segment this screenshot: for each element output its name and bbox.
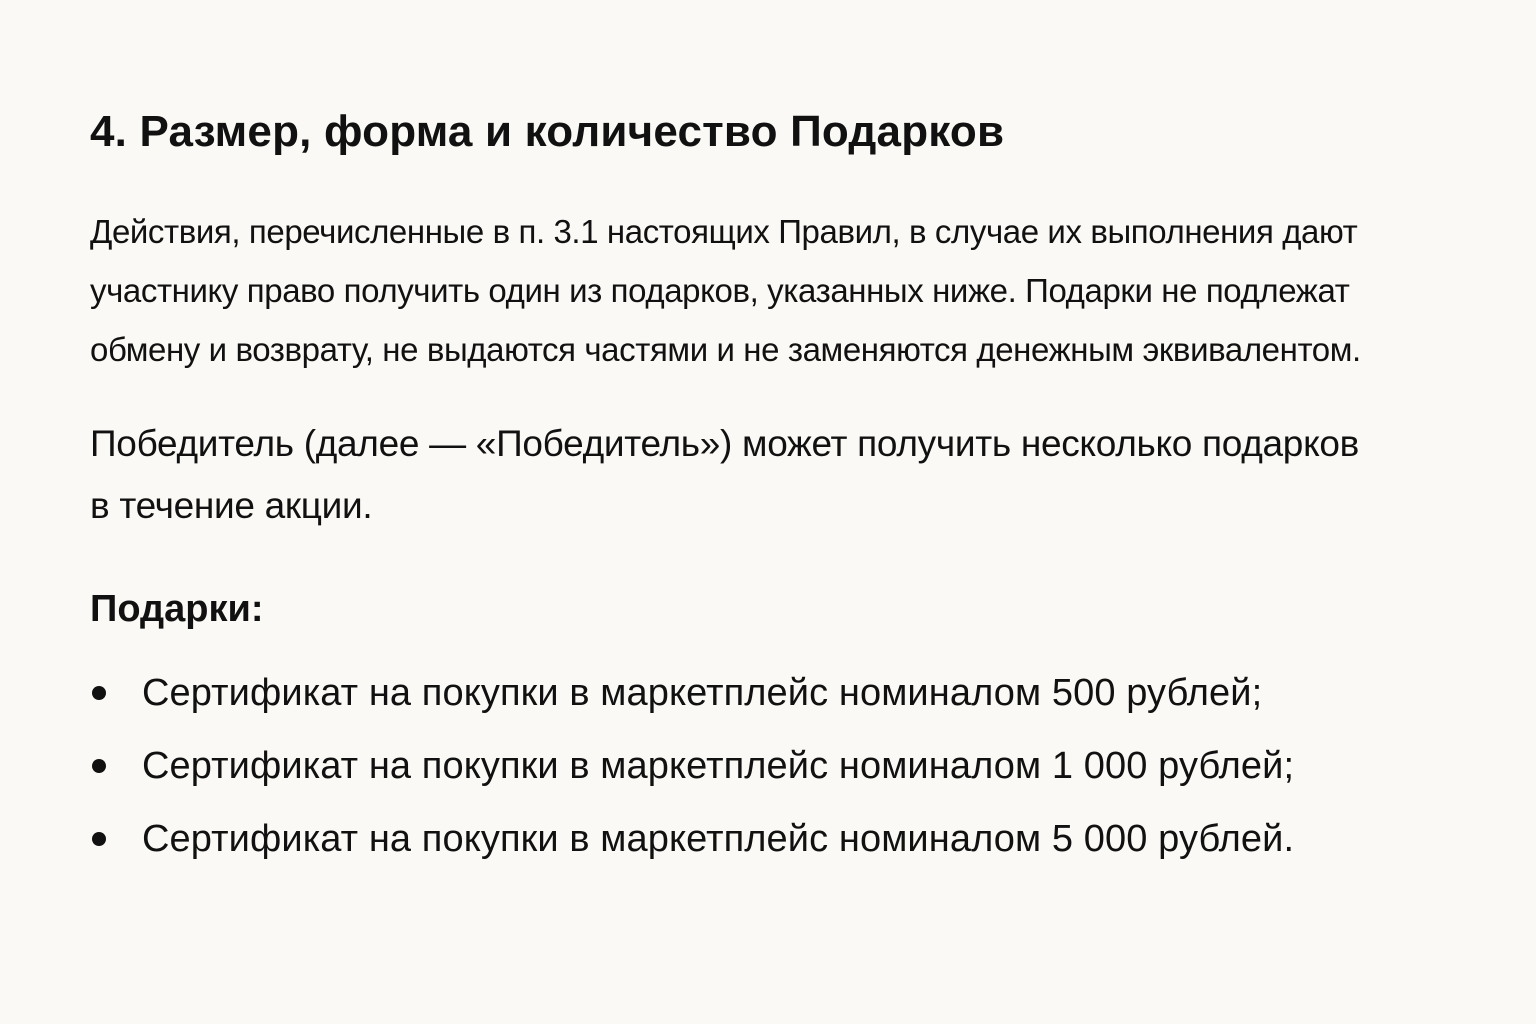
gift-text: Сертификат на покупки в маркетплейс номиналом 1 000 рублей; (142, 744, 1295, 787)
paragraph-line: обмену и возврату, не выдаются частями и не заменяются денежным эквивалентом. (90, 331, 1361, 368)
gift-text: Сертификат на покупки в маркетплейс номиналом 500 рублей; (142, 671, 1263, 714)
paragraph-line: Победитель (далее — «Победитель») может получить несколько подарков (90, 423, 1360, 464)
gift-text: Сертификат на покупки в маркетплейс номиналом 5 000 рублей. (142, 817, 1295, 860)
paragraph-line: Действия, перечисленные в п. 3.1 настоящих Правил, в случае их выполнения дают (90, 213, 1358, 250)
list-item (90, 656, 1294, 729)
bullet-icon (92, 686, 106, 700)
paragraph-actions (90, 202, 1450, 379)
section-title: 4. Размер, форма и количество Подарков (90, 107, 1005, 156)
bullet-icon (92, 759, 106, 773)
paragraph-winner (90, 413, 1450, 537)
bullet-icon (92, 832, 106, 846)
paragraph-line: участнику право получить один из подарков, указанных ниже. Подарки не подлежат (90, 272, 1350, 309)
list-item (90, 802, 1294, 875)
gifts-list (90, 656, 1294, 875)
paragraph-line: в течение акции. (90, 485, 373, 526)
list-item (90, 729, 1294, 802)
gifts-heading: Подарки: (90, 588, 264, 630)
